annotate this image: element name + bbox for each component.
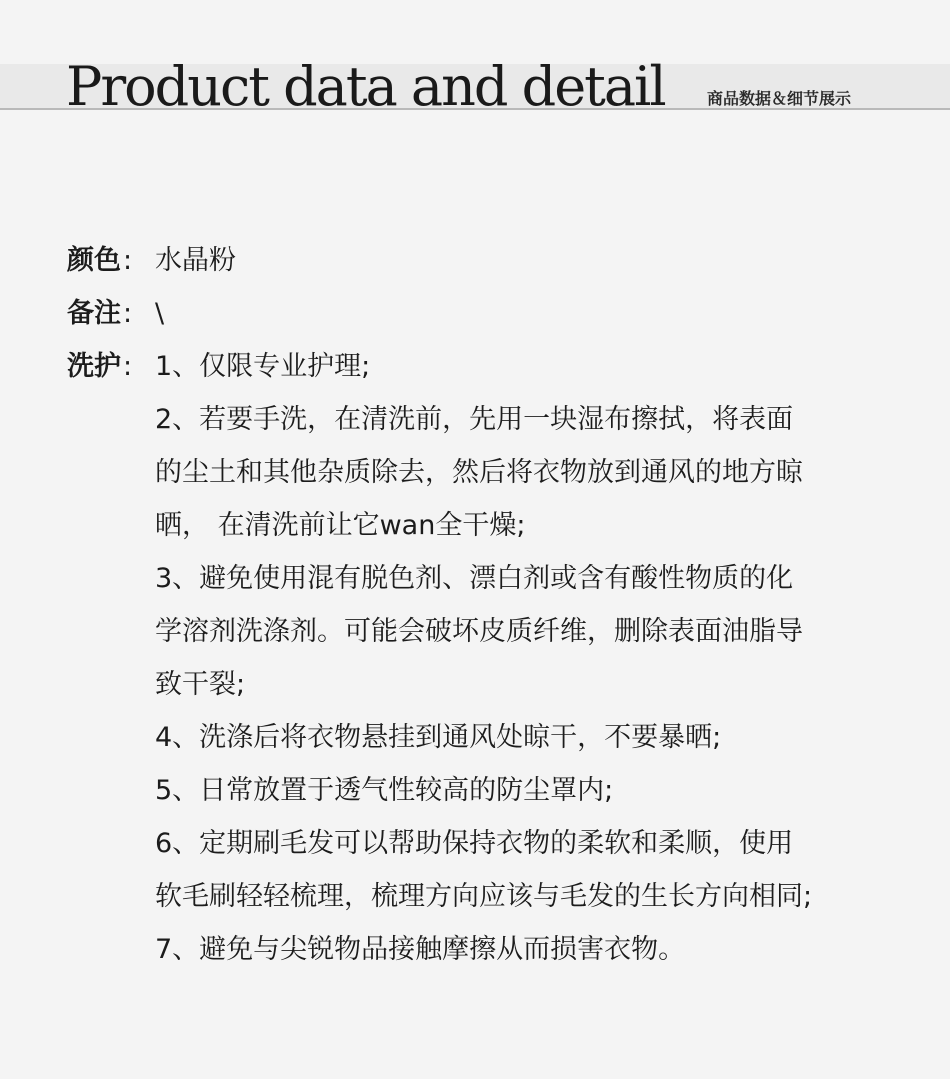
remark-value: \ [155,298,165,329]
care-instruction: 7、避免与尖锐物品接触摩擦从而损害衣物。 [155,934,686,965]
care-instruction: 2、若要手洗，在清洗前，先用一块湿布擦拭，将表面的尘土和其他杂质除去，然后将衣物放到通风的地方晾晒， 在清洗前让它wan全干燥; [155,404,803,541]
color-row [67,234,837,287]
care-instruction: 1、仅限专业护理; [155,351,371,382]
product-details [67,234,837,976]
color-value: 水晶粉 [155,245,236,276]
care-label [67,340,155,393]
color-label-text: 颜色 [67,245,121,276]
care-row [67,340,837,976]
care-label-text: 洗护 [67,351,121,382]
color-label [67,234,155,287]
remark-label [67,287,155,340]
care-instruction: 3、避免使用混有脱色剂、漂白剂或含有酸性物质的化学溶剂洗涤剂。可能会破坏皮质纤维，删除表面油脂导致干裂; [155,563,803,700]
care-instructions-list [155,340,837,976]
care-instruction: 5、日常放置于透气性较高的防尘罩内; [155,775,614,806]
care-label-colon: : [123,351,133,382]
remark-row [67,287,837,340]
care-instruction: 6、定期刷毛发可以帮助保持衣物的柔软和柔顺，使用软毛刷轻轻梳理，梳理方向应该与毛发的生长方向相同; [155,828,813,912]
remark-label-text: 备注 [67,298,121,329]
page-title: Product data and detail [66,55,665,118]
care-instruction: 4、洗涤后将衣物悬挂到通风处晾干，不要暴晒; [155,722,722,753]
color-label-colon: : [123,245,133,276]
remark-label-colon: : [123,298,133,329]
page-subtitle: 商品数据＆细节展示 [707,89,852,108]
